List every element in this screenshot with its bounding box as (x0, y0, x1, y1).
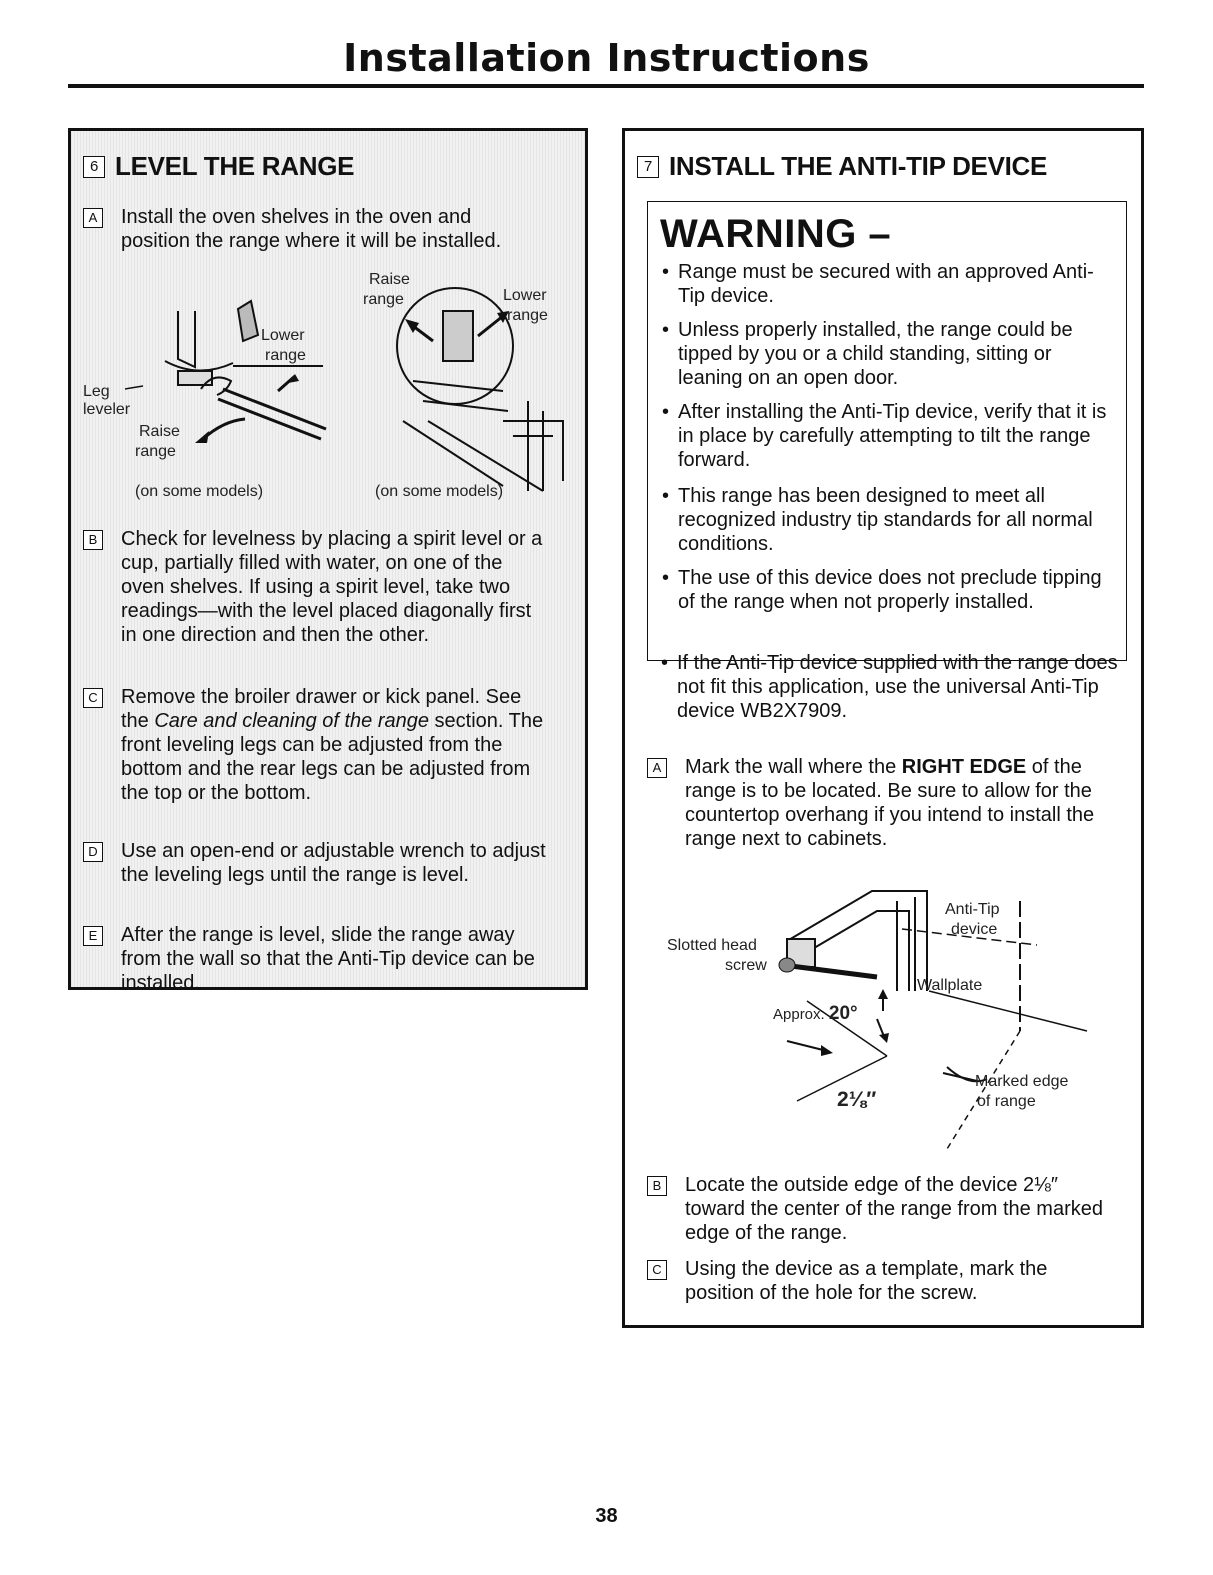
step-c (647, 1257, 1117, 1305)
caption-left: (on some models) (135, 483, 264, 500)
step-text: Check for levelness by placing a spirit level or a cup, partially filled with water, on one of the oven shelves. If using a spirit level, take two readings—with the level placed diagonally first in one direction and then the other. (121, 528, 543, 646)
page-title: Installation Instructions (343, 36, 870, 80)
step-c (83, 685, 553, 805)
step-letter: A (647, 758, 667, 778)
label-leveler: leveler (83, 401, 131, 418)
warning-bullet: • Unless properly installed, the range could be tipped by you or a child standing, sitting or leaning on an open door. (660, 318, 1120, 390)
page-number: 38 (595, 1505, 618, 1527)
step-text-bold: RIGHT EDGE (901, 756, 1027, 778)
step-text: Use an open-end or adjustable wrench to adjust the leveling legs until the range is level. (121, 840, 546, 886)
step-text: After the range is level, slide the range away from the wall so that the Anti-Tip device can be installed. (121, 924, 535, 994)
step-text-before: Remove the broiler drawer or kick panel. See the (121, 686, 522, 732)
label-approx-text: Approx. (773, 1006, 825, 1023)
label-lower-2: Lower (503, 287, 547, 304)
section-number-box: 7 (637, 156, 659, 178)
step-d (83, 839, 553, 887)
label-marked-edge: Marked edge (975, 1073, 1069, 1090)
label-dimension: 2⅛″ (837, 1088, 877, 1111)
step-text: Using the device as a template, mark the position of the hole for the screw. (685, 1258, 1048, 1304)
warning-bullet: • After installing the Anti-Tip device, verify that it is in place by carefully attempting to tilt the range forward. (660, 400, 1120, 472)
warning-bullet: • Range must be secured with an approved Anti-Tip device. (660, 260, 1120, 308)
leveling-diagram (83, 271, 573, 501)
warning-title: WARNING – (660, 212, 892, 256)
step-a (647, 755, 1117, 851)
label-raise-range-2: range (363, 291, 404, 308)
label-angle: 20° (828, 1003, 858, 1024)
step-text: Install the oven shelves in the oven and position the range where it will be installed. (121, 206, 502, 252)
caption-right: (on some models) (375, 483, 504, 500)
label-wallplate: Wallplate (917, 977, 983, 994)
warning-bullet: • This range has been designed to meet all recognized industry tip standards for all normal conditions. (660, 484, 1120, 556)
label-screw: screw (725, 957, 767, 974)
step-letter: B (647, 1176, 667, 1196)
label-approx (773, 1005, 858, 1024)
step-text-italic: Care and cleaning of the range (154, 710, 429, 732)
leveling-illustration (83, 271, 573, 501)
step-text: Locate the outside edge of the device 2⅛″ toward the center of the range from the marked edge of the range. (685, 1174, 1103, 1244)
step-text-after: section. The front leveling legs can be adjusted from the bottom and the rear legs can be adjusted from the top or the bottom. (121, 710, 544, 804)
label-lower-range-2: range (507, 307, 548, 324)
label-raise-1: Raise (139, 423, 180, 440)
title-rule (68, 84, 1144, 88)
label-slotted-head: Slotted head (667, 937, 757, 954)
label-of-range: of range (977, 1093, 1036, 1110)
step-b (647, 1173, 1117, 1245)
section-heading-level (83, 151, 354, 182)
step-a (83, 205, 543, 253)
step-e (83, 923, 543, 995)
anti-tip-diagram (647, 881, 1127, 1181)
label-anti-tip: Anti-Tip (945, 901, 1000, 918)
label-raise-2: Raise (369, 271, 410, 288)
step-letter: E (83, 926, 103, 946)
step-letter: C (83, 688, 103, 708)
anti-tip-panel (622, 128, 1144, 1328)
section-number-box: 6 (83, 156, 105, 178)
step-text-before: Mark the wall where the (685, 756, 902, 778)
label-raise-range-1: range (135, 443, 176, 460)
step-text-after: of the range is to be located. Be sure to allow for the countertop overhang if you intend to install the range next to cabinets. (685, 756, 1095, 850)
section-title: INSTALL THE ANTI-TIP DEVICE (669, 151, 1048, 181)
warning-box (647, 201, 1127, 661)
section-title: LEVEL THE RANGE (115, 151, 355, 181)
section-heading-anti-tip (637, 151, 1047, 182)
step-letter: D (83, 842, 103, 862)
anti-tip-illustration (647, 881, 1127, 1181)
label-lower-1: Lower (261, 327, 305, 344)
step-letter: C (647, 1260, 667, 1280)
label-device: device (951, 921, 998, 938)
warning-bullet: • If the Anti-Tip device supplied with the range does not fit this application, use the universal Anti-Tip device WB2X7909. (659, 651, 1129, 723)
step-b (83, 527, 543, 647)
label-leg: Leg (83, 383, 110, 400)
label-lower-range-1: range (265, 347, 306, 364)
step-letter: B (83, 530, 103, 550)
warning-bullet: • The use of this device does not preclude tipping of the range when not properly installed. (660, 566, 1120, 614)
level-range-panel (68, 128, 588, 994)
step-letter: A (83, 208, 103, 228)
